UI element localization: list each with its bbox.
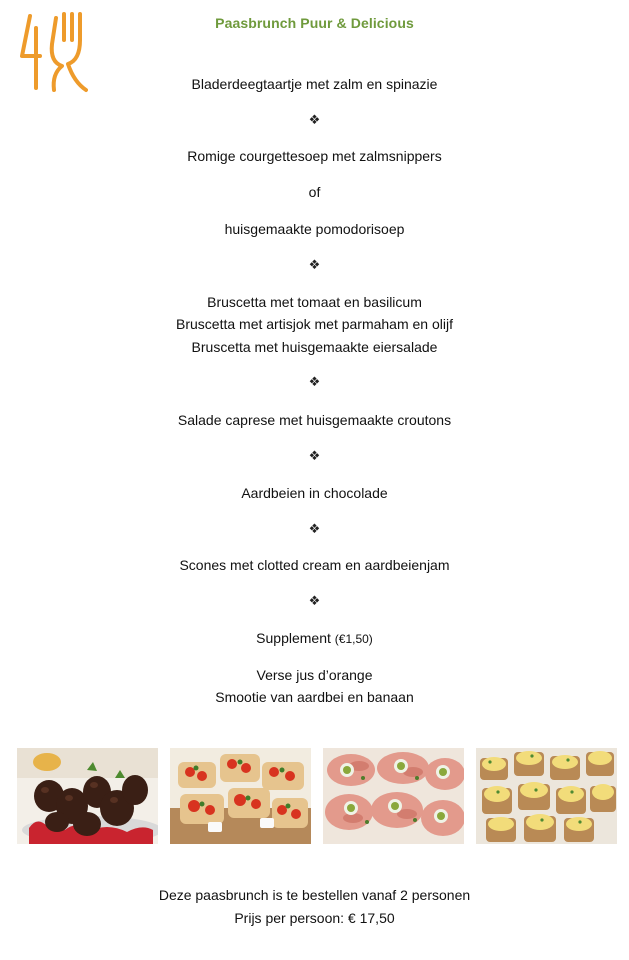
drink-orange-juice: Verse jus d’orange <box>256 667 373 683</box>
supplement-heading <box>0 629 629 648</box>
ornament-divider: ❖ <box>308 257 321 272</box>
ornament-divider: ❖ <box>308 448 321 463</box>
ornament-divider: ❖ <box>308 374 321 389</box>
photo-bruschetta-eggsalad <box>476 748 617 844</box>
photo-chocolate-strawberries <box>17 748 158 844</box>
course-bruschetta-1: Bruscetta met tomaat en basilicum <box>207 294 422 310</box>
course-puff-pastry: Bladerdeegtaartje met zalm en spinazie <box>191 76 438 92</box>
ornament-divider: ❖ <box>308 593 321 608</box>
course-bruschetta-2: Bruscetta met artisjok met parmaham en olijf <box>176 316 453 332</box>
course-soup-option-2: huisgemaakte pomodorisoep <box>224 221 405 237</box>
course-soup-or: of <box>308 184 321 200</box>
price-per-person: Prijs per persoon: € 17,50 <box>234 910 395 926</box>
page-title: Paasbrunch Puur & Delicious <box>215 15 414 31</box>
course-scones: Scones met clotted cream en aardbeienjam <box>179 557 450 573</box>
photo-bruschetta-tomato <box>170 748 311 844</box>
supplement-label: Supplement <box>256 630 331 646</box>
course-bruschetta-3: Bruscetta met huisgemaakte eiersalade <box>191 339 438 355</box>
ornament-divider: ❖ <box>308 521 321 536</box>
ornament-divider: ❖ <box>308 112 321 127</box>
order-note: Deze paasbrunch is te bestellen vanaf 2 personen <box>158 887 471 903</box>
course-caprese: Salade caprese met huisgemaakte croutons <box>177 412 452 428</box>
supplement-price: (€1,50) <box>334 632 373 646</box>
course-strawberries: Aardbeien in chocolade <box>241 485 388 501</box>
drink-smoothie: Smootie van aardbei en banaan <box>215 689 414 705</box>
photo-bruschetta-parma <box>323 748 464 844</box>
course-soup-option-1: Romige courgettesoep met zalmsnippers <box>187 148 442 164</box>
